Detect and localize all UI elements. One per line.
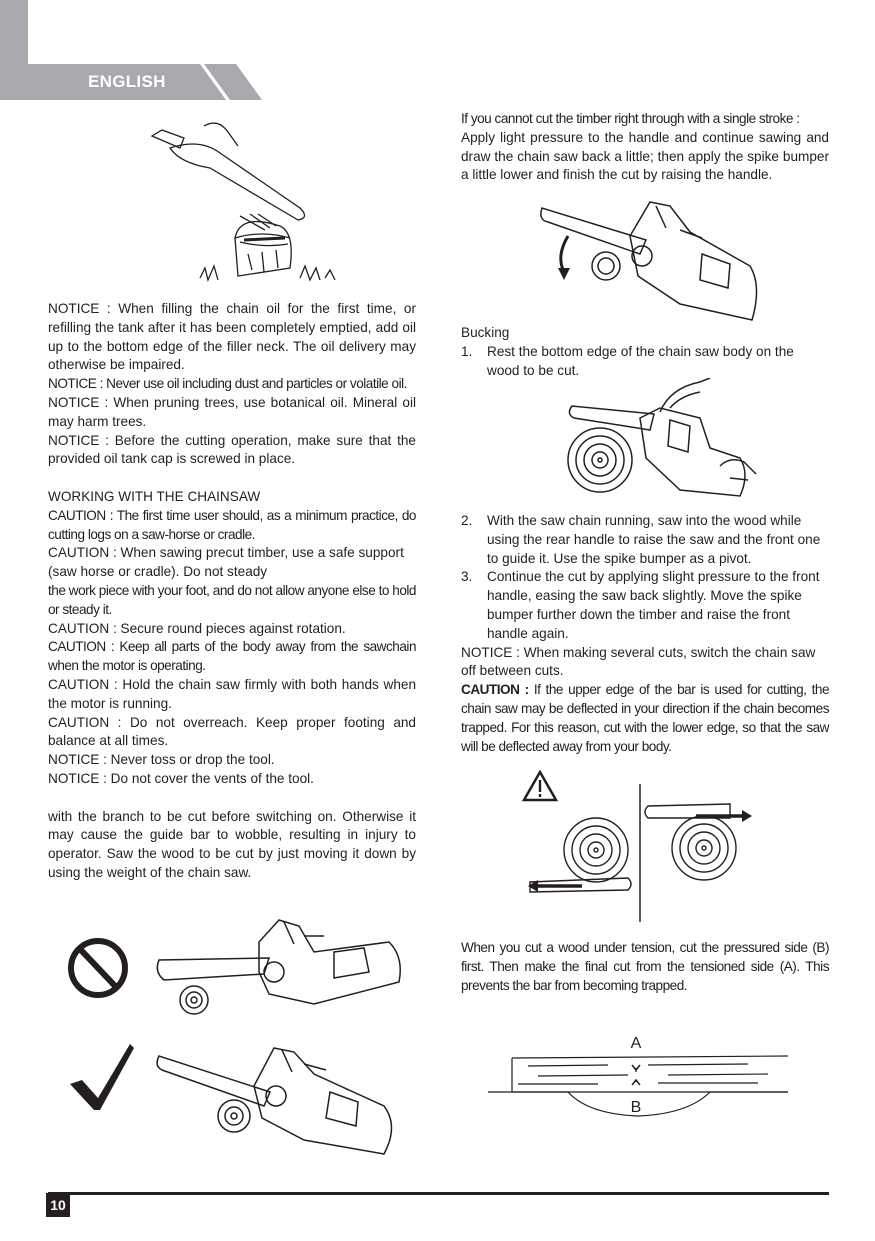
left-column: [48, 300, 416, 883]
bucking-step-3: 3. Continue the cut by applying slight pressure to the front handle, easing the saw back slightly. Move the spike bumper further down the timber and raise the front handle again.: [461, 569, 820, 641]
down-arrow-icon: [561, 236, 568, 272]
figure-tension-cut: [488, 1030, 788, 1125]
bucking-steps-cont: [461, 512, 829, 756]
caution-body-away: CAUTION : Keep all parts of the body away from the sawchain when the motor is operating.: [48, 639, 416, 674]
warning-icon: [524, 772, 556, 800]
caution-precut: CAUTION : When sawing precut timber, use a safe support (saw horse or cradle). Do not steady: [48, 545, 404, 580]
caution-upper-edge: CAUTION : If the upper edge of the bar is used for cutting, the chain saw may be deflected in your direction if the chain becomes trapped. For this reason, cut with the lower edge, so that the saw will be deflected away from your body.: [461, 682, 829, 754]
figure-correct-position: [64, 1036, 414, 1171]
caution-overreach: CAUTION : Do not overreach. Keep proper footing and balance at all times.: [48, 714, 416, 749]
label-a: A: [630, 1035, 642, 1052]
single-stroke-heading: If you cannot cut the timber right through with a single stroke :: [461, 111, 800, 126]
notice-tank-cap: NOTICE : Before the cutting operation, make sure that the provided oil tank cap is screwed in place.: [48, 432, 416, 467]
caution-first-time: CAUTION : The first time user should, as a minimum practice, do cutting logs on a saw-horse or cradle.: [48, 507, 416, 542]
figure-incorrect-position: [64, 912, 414, 1032]
caution-hold-firmly: CAUTION : Hold the chain saw firmly with both hands when the motor is running.: [48, 676, 416, 711]
caution-label: CAUTION :: [461, 682, 529, 698]
notice-vents: NOTICE : Do not cover the vents of the tool.: [48, 770, 314, 786]
notice-several-cuts: NOTICE : When making several cuts, switch the chain saw off between cuts.: [461, 644, 816, 679]
single-stroke-text: Apply light pressure to the handle and continue sawing and draw the chain saw back a little; then apply the spike bumper a little lower and finish the cut by raising the handle.: [461, 129, 829, 183]
caution-round-pieces: CAUTION : Secure round pieces against rotation.: [48, 620, 346, 636]
bucking-heading: Bucking: [461, 325, 510, 340]
figure-kickback-warning: [520, 770, 760, 925]
check-icon: [70, 1044, 134, 1110]
notice-oil-fill: NOTICE : When filling the chain oil for the first time, or refilling the tank after it has been completely emptied, add oil up to the bottom edge of the filler neck. The oil delivery may otherwise be impaired.: [48, 301, 416, 373]
bucking-step-1: 1. Rest the bottom edge of the chain saw body on the wood to be cut.: [461, 343, 794, 378]
notice-toss: NOTICE : Never toss or drop the tool.: [48, 752, 275, 768]
notice-oil-type: NOTICE : Never use oil including dust and particles or volatile oil.: [48, 376, 407, 392]
footer-rule: [48, 1192, 829, 1195]
single-stroke-section: [461, 110, 829, 185]
bucking-section: [461, 324, 829, 380]
branch-text: with the branch to be cut before switching on. Otherwise it may cause the guide bar to wobble, resulting in injury to operator. Saw the wood to be cut by just moving it down by using the weight of the chain saw.: [48, 808, 416, 880]
figure-single-stroke: [530, 196, 770, 328]
page-number: 10: [46, 1193, 70, 1217]
caution-precut-cont: the work piece with your foot, and do not allow anyone else to hold or steady it.: [48, 582, 416, 617]
label-b: B: [630, 1099, 642, 1116]
working-heading: WORKING WITH THE CHAINSAW: [48, 488, 261, 504]
figure-bucking-hands: [560, 378, 760, 508]
language-label: ENGLISH: [88, 72, 166, 91]
bucking-step-2: 2. With the saw chain running, saw into the wood while using the rear handle to raise the saw and the front one to guide it. Use the spike bumper as a pivot.: [461, 513, 821, 566]
figure-oil-spray-stump: [140, 118, 345, 288]
notice-pruning: NOTICE : When pruning trees, use botanical oil. Mineral oil may harm trees.: [48, 394, 416, 429]
notice-label: NOTICE :: [461, 644, 520, 660]
tension-text: When you cut a wood under tension, cut the pressured side (B) first. Then make the final cut from the tensioned side (A). This prevents the bar from becoming trapped.: [461, 940, 829, 993]
